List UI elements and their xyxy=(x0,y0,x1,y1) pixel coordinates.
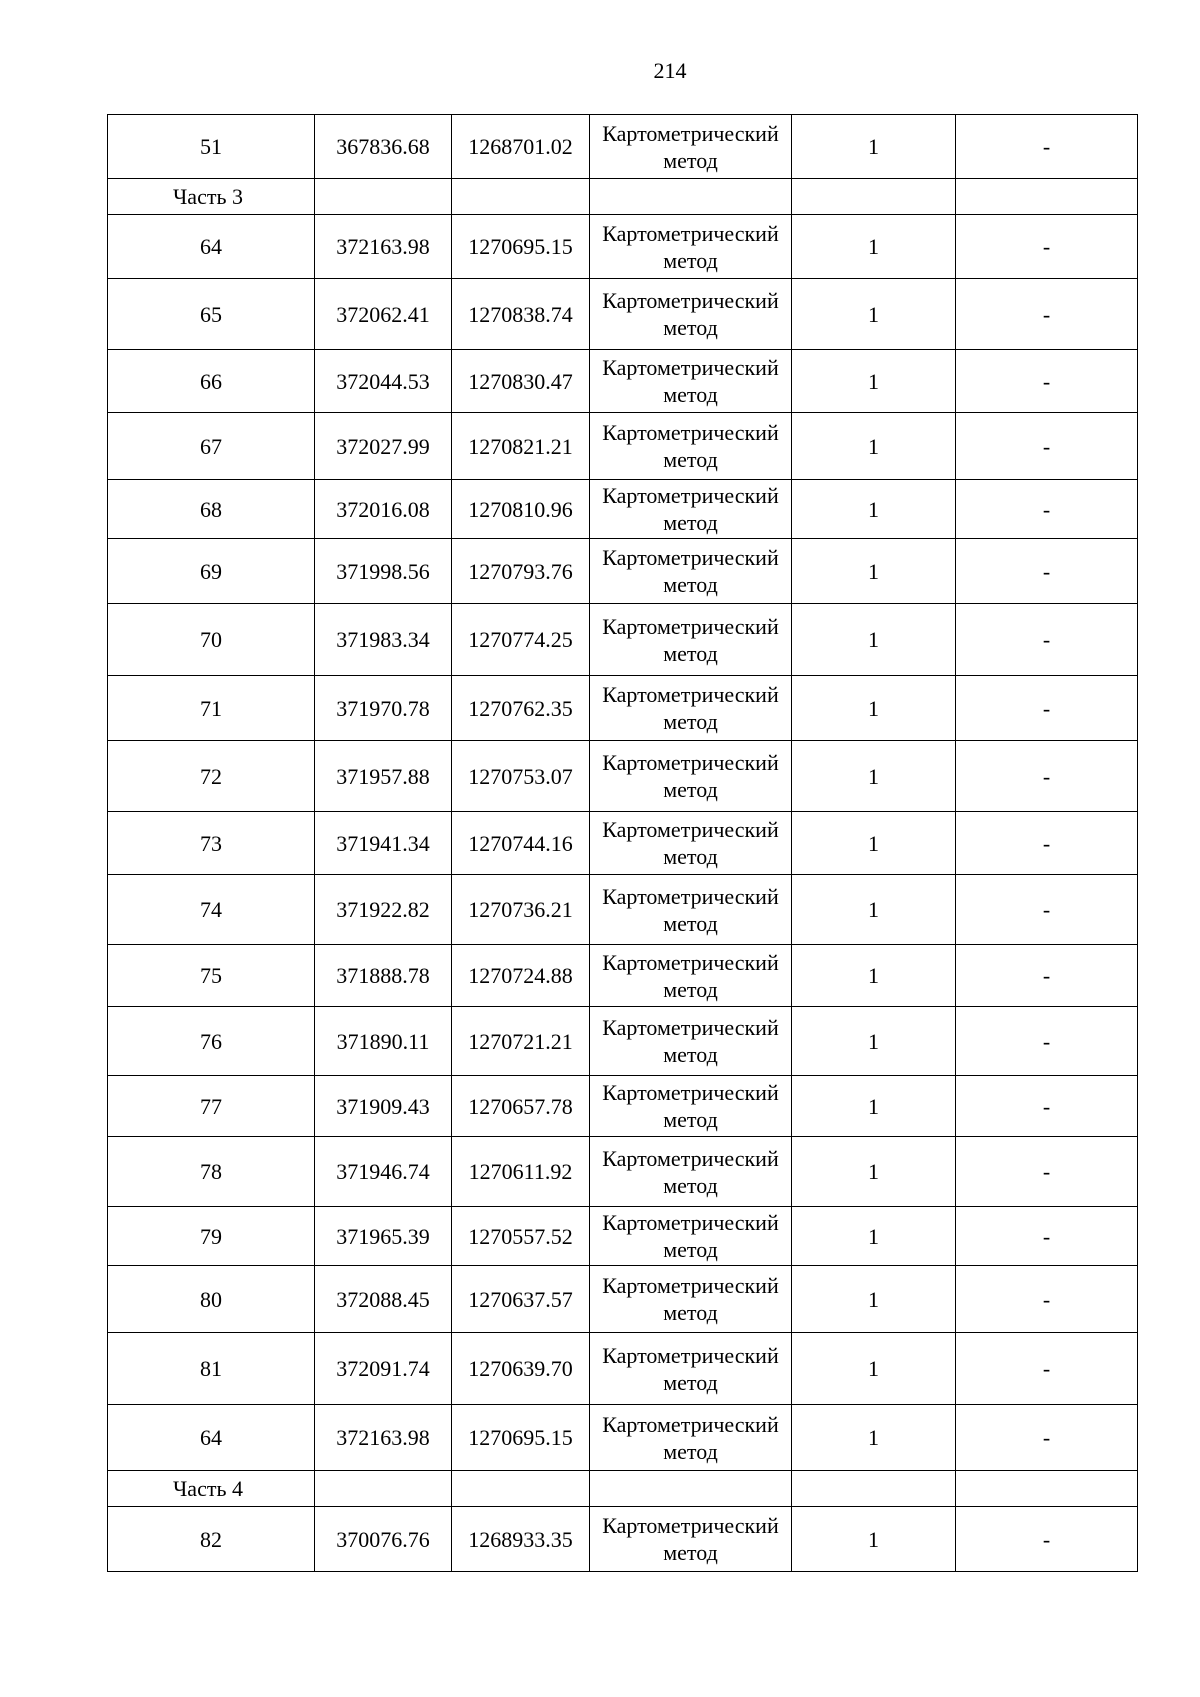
note-cell: - xyxy=(956,1007,1138,1076)
x-coordinate-cell: 372016.08 xyxy=(315,480,452,539)
method-line-2: метод xyxy=(663,510,718,535)
empty-cell xyxy=(315,1471,452,1507)
point-number-cell: 78 xyxy=(108,1137,315,1207)
table-row xyxy=(108,604,1138,676)
method-cell xyxy=(590,539,792,604)
point-number-cell: 82 xyxy=(108,1507,315,1572)
empty-cell xyxy=(792,179,956,215)
method-line-2: метод xyxy=(663,447,718,472)
method-cell xyxy=(590,945,792,1007)
y-coordinate-cell: 1270753.07 xyxy=(452,741,590,812)
coordinates-table-body xyxy=(108,115,1138,1572)
empty-cell xyxy=(590,1471,792,1507)
method-line-1: Картометрический xyxy=(602,1145,779,1171)
method-cell xyxy=(590,812,792,875)
method-cell xyxy=(590,1507,792,1572)
method-line-1: Картометрический xyxy=(602,420,779,445)
method-line-2: метод xyxy=(663,315,718,340)
method-cell xyxy=(590,1333,792,1405)
point-number-cell: 75 xyxy=(108,945,315,1007)
note-cell: - xyxy=(956,1076,1138,1137)
method-line-2: метод xyxy=(663,1300,718,1325)
y-coordinate-cell: 1270695.15 xyxy=(452,1405,590,1471)
table-row xyxy=(108,1405,1138,1471)
x-coordinate-cell: 372163.98 xyxy=(315,215,452,279)
point-number-cell: 77 xyxy=(108,1076,315,1137)
accuracy-cell: 1 xyxy=(792,480,956,539)
note-cell: - xyxy=(956,115,1138,179)
point-number-cell: 79 xyxy=(108,1207,315,1266)
method-line-2: метод xyxy=(663,777,718,802)
point-number-cell: 68 xyxy=(108,480,315,539)
method-cell xyxy=(590,604,792,676)
accuracy-cell: 1 xyxy=(792,741,956,812)
table-row xyxy=(108,875,1138,945)
y-coordinate-cell: 1270637.57 xyxy=(452,1266,590,1333)
method-cell xyxy=(590,115,792,179)
y-coordinate-cell: 1270774.25 xyxy=(452,604,590,676)
empty-cell xyxy=(956,179,1138,215)
note-cell: - xyxy=(956,812,1138,875)
method-line-1: Картометрический xyxy=(602,120,779,146)
table-row xyxy=(108,1007,1138,1076)
method-cell xyxy=(590,741,792,812)
x-coordinate-cell: 372163.98 xyxy=(315,1405,452,1471)
note-cell: - xyxy=(956,741,1138,812)
method-line-2: метод xyxy=(663,1237,718,1262)
method-line-1: Картометрический xyxy=(602,817,779,842)
note-cell: - xyxy=(956,413,1138,480)
point-number-cell: 80 xyxy=(108,1266,315,1333)
x-coordinate-cell: 371983.34 xyxy=(315,604,452,676)
method-line-2: метод xyxy=(663,1540,718,1565)
point-number-cell: 51 xyxy=(108,115,315,179)
table-row xyxy=(108,1076,1138,1137)
method-line-1: Картометрический xyxy=(602,1080,779,1105)
method-line-1: Картометрический xyxy=(602,288,779,313)
x-coordinate-cell: 371888.78 xyxy=(315,945,452,1007)
accuracy-cell: 1 xyxy=(792,279,956,350)
empty-cell xyxy=(590,179,792,215)
y-coordinate-cell: 1270695.15 xyxy=(452,215,590,279)
accuracy-cell: 1 xyxy=(792,539,956,604)
note-cell: - xyxy=(956,1266,1138,1333)
method-line-2: метод xyxy=(663,1042,718,1067)
method-cell xyxy=(590,279,792,350)
method-line-2: метод xyxy=(663,910,718,936)
y-coordinate-cell: 1270830.47 xyxy=(452,350,590,413)
method-line-1: Картометрический xyxy=(602,1342,779,1368)
x-coordinate-cell: 372091.74 xyxy=(315,1333,452,1405)
x-coordinate-cell: 372088.45 xyxy=(315,1266,452,1333)
empty-cell xyxy=(315,179,452,215)
point-number-cell: 69 xyxy=(108,539,315,604)
method-line-2: метод xyxy=(663,976,718,1002)
method-line-1: Картометрический xyxy=(602,750,779,775)
accuracy-cell: 1 xyxy=(792,604,956,676)
y-coordinate-cell: 1268933.35 xyxy=(452,1507,590,1572)
point-number-cell: 70 xyxy=(108,604,315,676)
accuracy-cell: 1 xyxy=(792,875,956,945)
method-line-1: Картометрический xyxy=(602,949,779,975)
section-header-row xyxy=(108,179,1138,215)
table-row xyxy=(108,676,1138,741)
accuracy-cell: 1 xyxy=(792,1266,956,1333)
note-cell: - xyxy=(956,945,1138,1007)
table-row xyxy=(108,215,1138,279)
method-line-2: метод xyxy=(663,640,718,666)
method-line-2: метод xyxy=(663,844,718,869)
method-cell xyxy=(590,350,792,413)
method-cell xyxy=(590,875,792,945)
table-row xyxy=(108,1333,1138,1405)
accuracy-cell: 1 xyxy=(792,1507,956,1572)
y-coordinate-cell: 1270657.78 xyxy=(452,1076,590,1137)
x-coordinate-cell: 371909.43 xyxy=(315,1076,452,1137)
method-line-2: метод xyxy=(663,382,718,407)
accuracy-cell: 1 xyxy=(792,1207,956,1266)
empty-cell xyxy=(452,1471,590,1507)
x-coordinate-cell: 371998.56 xyxy=(315,539,452,604)
accuracy-cell: 1 xyxy=(792,945,956,1007)
note-cell: - xyxy=(956,279,1138,350)
point-number-cell: 73 xyxy=(108,812,315,875)
table-row xyxy=(108,413,1138,480)
x-coordinate-cell: 371946.74 xyxy=(315,1137,452,1207)
note-cell: - xyxy=(956,1333,1138,1405)
accuracy-cell: 1 xyxy=(792,812,956,875)
table-row xyxy=(108,741,1138,812)
x-coordinate-cell: 372044.53 xyxy=(315,350,452,413)
note-cell: - xyxy=(956,215,1138,279)
point-number-cell: 72 xyxy=(108,741,315,812)
method-cell xyxy=(590,676,792,741)
accuracy-cell: 1 xyxy=(792,413,956,480)
method-line-2: метод xyxy=(663,1438,718,1464)
accuracy-cell: 1 xyxy=(792,676,956,741)
y-coordinate-cell: 1270611.92 xyxy=(452,1137,590,1207)
table-row xyxy=(108,480,1138,539)
method-line-1: Картометрический xyxy=(602,883,779,909)
method-line-1: Картометрический xyxy=(602,1015,779,1040)
empty-cell xyxy=(452,179,590,215)
y-coordinate-cell: 1270762.35 xyxy=(452,676,590,741)
section-label: Часть 4 xyxy=(108,1471,315,1507)
note-cell: - xyxy=(956,350,1138,413)
method-cell xyxy=(590,215,792,279)
y-coordinate-cell: 1270721.21 xyxy=(452,1007,590,1076)
y-coordinate-cell: 1270821.21 xyxy=(452,413,590,480)
x-coordinate-cell: 371922.82 xyxy=(315,875,452,945)
accuracy-cell: 1 xyxy=(792,1007,956,1076)
point-number-cell: 67 xyxy=(108,413,315,480)
point-number-cell: 66 xyxy=(108,350,315,413)
x-coordinate-cell: 371890.11 xyxy=(315,1007,452,1076)
method-cell xyxy=(590,1007,792,1076)
accuracy-cell: 1 xyxy=(792,1137,956,1207)
x-coordinate-cell: 371941.34 xyxy=(315,812,452,875)
method-cell xyxy=(590,413,792,480)
accuracy-cell: 1 xyxy=(792,350,956,413)
note-cell: - xyxy=(956,1137,1138,1207)
point-number-cell: 81 xyxy=(108,1333,315,1405)
table-row xyxy=(108,1266,1138,1333)
accuracy-cell: 1 xyxy=(792,115,956,179)
point-number-cell: 64 xyxy=(108,1405,315,1471)
page-number: 214 xyxy=(653,58,687,83)
method-line-1: Картометрический xyxy=(602,613,779,639)
empty-cell xyxy=(956,1471,1138,1507)
x-coordinate-cell: 372027.99 xyxy=(315,413,452,480)
method-cell xyxy=(590,1137,792,1207)
method-cell xyxy=(590,1076,792,1137)
method-line-2: метод xyxy=(663,709,718,734)
method-line-2: метод xyxy=(663,1369,718,1395)
x-coordinate-cell: 371965.39 xyxy=(315,1207,452,1266)
y-coordinate-cell: 1270838.74 xyxy=(452,279,590,350)
method-line-1: Картометрический xyxy=(602,220,779,246)
point-number-cell: 74 xyxy=(108,875,315,945)
table-row xyxy=(108,539,1138,604)
section-header-row xyxy=(108,1471,1138,1507)
y-coordinate-cell: 1268701.02 xyxy=(452,115,590,179)
method-line-1: Картометрический xyxy=(602,355,779,380)
table-row xyxy=(108,115,1138,179)
note-cell: - xyxy=(956,539,1138,604)
table-row xyxy=(108,812,1138,875)
y-coordinate-cell: 1270724.88 xyxy=(452,945,590,1007)
note-cell: - xyxy=(956,676,1138,741)
note-cell: - xyxy=(956,1507,1138,1572)
table-row xyxy=(108,350,1138,413)
method-line-2: метод xyxy=(663,572,718,597)
x-coordinate-cell: 367836.68 xyxy=(315,115,452,179)
method-cell xyxy=(590,1405,792,1471)
method-line-1: Картометрический xyxy=(602,682,779,707)
method-line-2: метод xyxy=(663,1172,718,1198)
note-cell: - xyxy=(956,1405,1138,1471)
accuracy-cell: 1 xyxy=(792,1405,956,1471)
method-line-1: Картометрический xyxy=(602,483,779,508)
y-coordinate-cell: 1270793.76 xyxy=(452,539,590,604)
table-row xyxy=(108,945,1138,1007)
method-line-2: метод xyxy=(663,247,718,273)
method-cell xyxy=(590,480,792,539)
y-coordinate-cell: 1270557.52 xyxy=(452,1207,590,1266)
method-line-1: Картометрический xyxy=(602,1411,779,1437)
y-coordinate-cell: 1270744.16 xyxy=(452,812,590,875)
section-label: Часть 3 xyxy=(108,179,315,215)
empty-cell xyxy=(792,1471,956,1507)
table-row xyxy=(108,1137,1138,1207)
method-line-2: метод xyxy=(663,1107,718,1132)
table-row xyxy=(108,1207,1138,1266)
note-cell: - xyxy=(956,875,1138,945)
y-coordinate-cell: 1270810.96 xyxy=(452,480,590,539)
note-cell: - xyxy=(956,1207,1138,1266)
point-number-cell: 65 xyxy=(108,279,315,350)
point-number-cell: 71 xyxy=(108,676,315,741)
accuracy-cell: 1 xyxy=(792,215,956,279)
note-cell: - xyxy=(956,480,1138,539)
method-line-1: Картометрический xyxy=(602,1273,779,1298)
x-coordinate-cell: 371957.88 xyxy=(315,741,452,812)
x-coordinate-cell: 371970.78 xyxy=(315,676,452,741)
coordinates-table xyxy=(107,114,1138,1572)
table-row xyxy=(108,1507,1138,1572)
y-coordinate-cell: 1270639.70 xyxy=(452,1333,590,1405)
note-cell: - xyxy=(956,604,1138,676)
method-cell xyxy=(590,1266,792,1333)
x-coordinate-cell: 370076.76 xyxy=(315,1507,452,1572)
method-line-1: Картометрический xyxy=(602,1513,779,1538)
method-cell xyxy=(590,1207,792,1266)
method-line-1: Картометрический xyxy=(602,1210,779,1235)
table-row xyxy=(108,279,1138,350)
x-coordinate-cell: 372062.41 xyxy=(315,279,452,350)
method-line-2: метод xyxy=(663,147,718,173)
accuracy-cell: 1 xyxy=(792,1076,956,1137)
point-number-cell: 64 xyxy=(108,215,315,279)
accuracy-cell: 1 xyxy=(792,1333,956,1405)
point-number-cell: 76 xyxy=(108,1007,315,1076)
method-line-1: Картометрический xyxy=(602,545,779,570)
y-coordinate-cell: 1270736.21 xyxy=(452,875,590,945)
